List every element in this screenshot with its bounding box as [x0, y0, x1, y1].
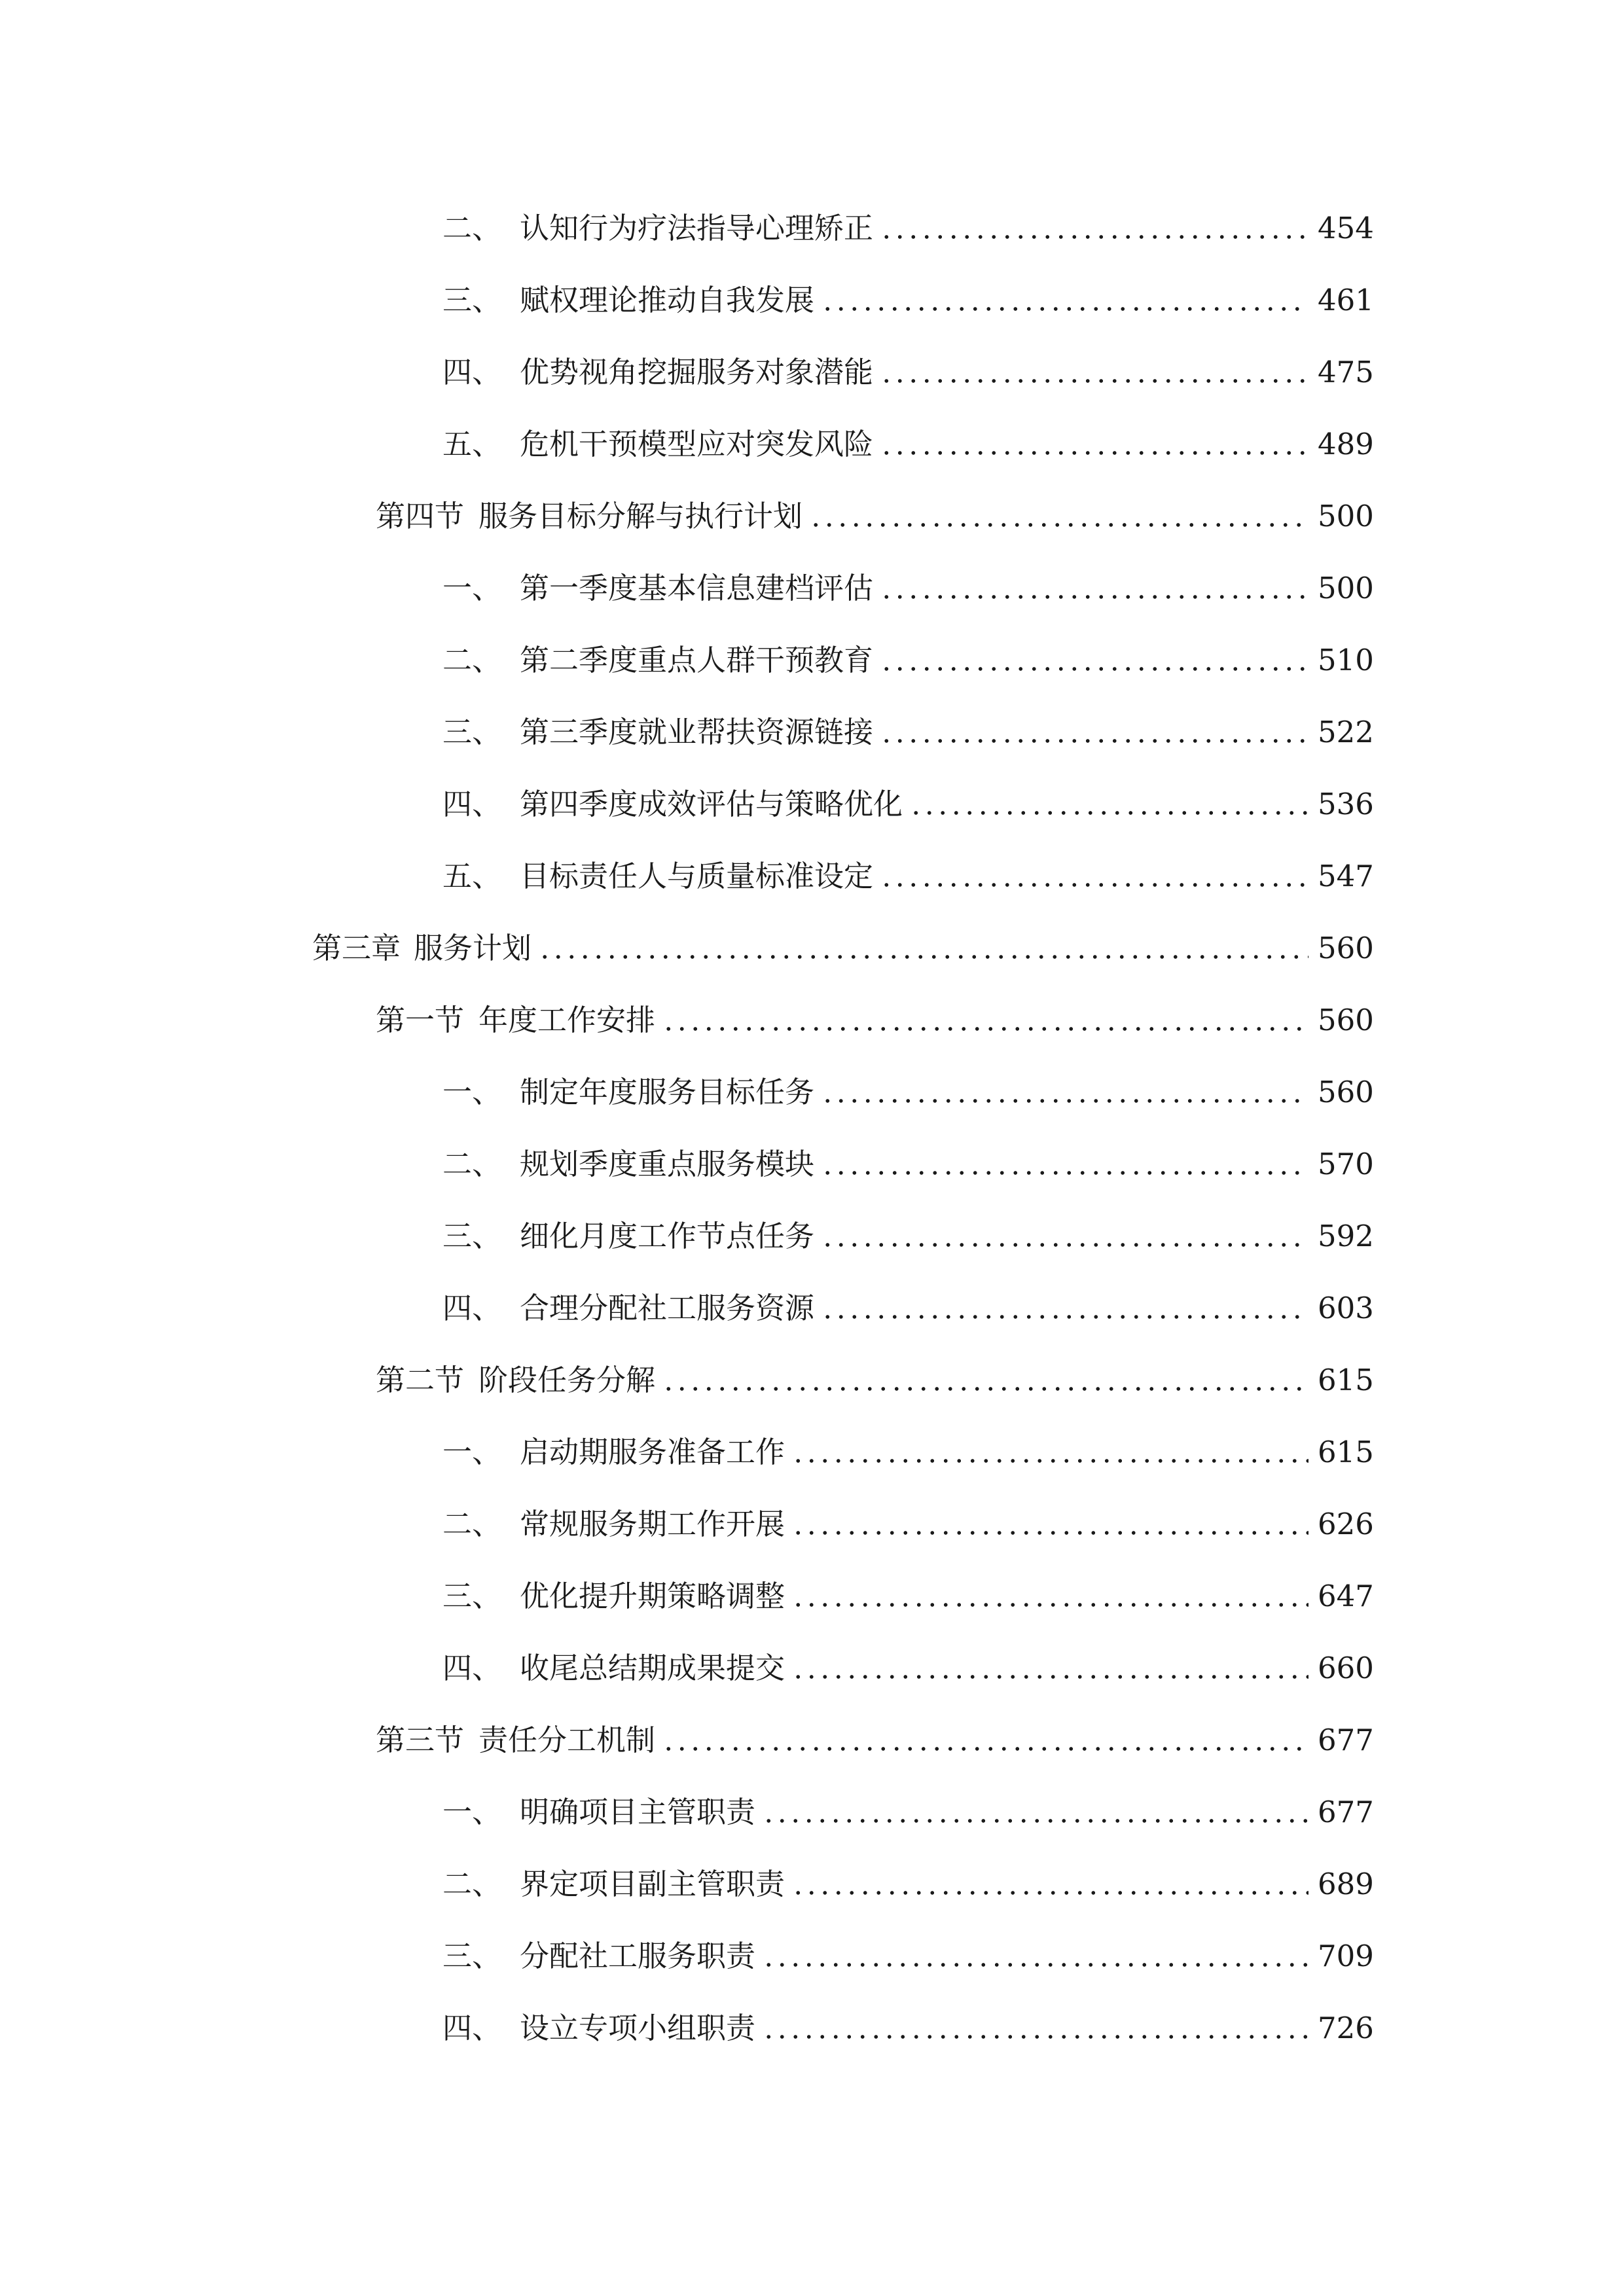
- toc-entry-title: 启动期服务准备工作: [520, 1434, 785, 1469]
- toc-entry-title: 第一季度基本信息建档评估: [520, 570, 874, 605]
- toc-entry[interactable]: [0, 912, 1624, 984]
- toc-entry-title: 设立专项小组职责: [520, 2010, 756, 2045]
- toc-entry-title: 明确项目主管职责: [520, 1794, 756, 1829]
- dot-leader: [880, 450, 1308, 456]
- toc-entry-title: 细化月度工作节点任务: [520, 1218, 815, 1253]
- dot-leader: [662, 1746, 1308, 1751]
- toc-entry-title: 赋权理论推动自我发展: [520, 282, 815, 317]
- toc-entry-page: 461: [1318, 282, 1374, 317]
- toc-entry-page: 592: [1318, 1218, 1374, 1253]
- dot-leader: [662, 1026, 1308, 1031]
- toc-entry-number: 五、: [442, 426, 502, 461]
- toc-entry-number: 二、: [442, 210, 502, 245]
- toc-entry[interactable]: [0, 480, 1624, 552]
- toc-entry[interactable]: [0, 984, 1624, 1056]
- toc-entry-number: 四、: [442, 786, 502, 821]
- toc-entry-number: 二、: [442, 1506, 502, 1541]
- dot-leader: [880, 882, 1308, 888]
- toc-entry-number: 三、: [442, 1938, 502, 1973]
- dot-leader: [821, 306, 1308, 312]
- toc-entry[interactable]: [0, 1488, 1624, 1560]
- toc-entry[interactable]: [0, 1416, 1624, 1488]
- toc-entry-page: 647: [1318, 1578, 1374, 1613]
- toc-entry-page: 560: [1318, 1002, 1374, 1037]
- toc-entry-number: 五、: [442, 858, 502, 893]
- toc-entry-number: 一、: [442, 1794, 502, 1829]
- toc-entry-number: 第四节: [376, 498, 465, 533]
- dot-leader: [762, 1818, 1308, 1823]
- dot-leader: [791, 1458, 1308, 1463]
- toc-entry-page: 726: [1318, 2010, 1374, 2045]
- toc-entry-title: 责任分工机制: [478, 1722, 656, 1757]
- dot-leader: [880, 378, 1308, 384]
- dot-leader: [809, 522, 1308, 528]
- toc-entry-number: 三、: [442, 714, 502, 749]
- dot-leader: [880, 594, 1308, 600]
- toc-entry[interactable]: [0, 1200, 1624, 1272]
- toc-entry-page: 500: [1318, 498, 1374, 533]
- dot-leader: [821, 1170, 1308, 1175]
- dot-leader: [762, 2034, 1308, 2039]
- toc-entry-number: 三、: [442, 1218, 502, 1253]
- toc-entry-title: 目标责任人与质量标准设定: [520, 858, 874, 893]
- toc-entry-page: 615: [1318, 1434, 1374, 1469]
- toc-entry-page: 689: [1318, 1866, 1374, 1901]
- toc-entry-page: 536: [1318, 786, 1374, 821]
- dot-leader: [880, 234, 1308, 240]
- toc-entry-number: 一、: [442, 1074, 502, 1109]
- toc-entry-title: 常规服务期工作开展: [520, 1506, 785, 1541]
- toc-entry-number: 二、: [442, 642, 502, 677]
- dot-leader: [821, 1242, 1308, 1247]
- toc-entry-title: 第三季度就业帮扶资源链接: [520, 714, 874, 749]
- toc-entry-page: 560: [1318, 1074, 1374, 1109]
- toc-entry-title: 阶段任务分解: [478, 1362, 656, 1397]
- toc-entry-page: 510: [1318, 642, 1374, 677]
- dot-leader: [791, 1602, 1308, 1607]
- toc-entry-number: 四、: [442, 2010, 502, 2045]
- toc-entry-page: 560: [1318, 930, 1374, 965]
- toc-entry[interactable]: [0, 624, 1624, 696]
- dot-leader: [762, 1962, 1308, 1967]
- toc-entry[interactable]: [0, 1056, 1624, 1128]
- dot-leader: [662, 1386, 1308, 1391]
- toc-entry[interactable]: [0, 1632, 1624, 1704]
- toc-entry-page: 677: [1318, 1722, 1374, 1757]
- toc-entry-page: 709: [1318, 1938, 1374, 1973]
- toc-entry-title: 第四季度成效评估与策略优化: [520, 786, 903, 821]
- toc-entry-title: 规划季度重点服务模块: [520, 1146, 815, 1181]
- toc-entry-page: 603: [1318, 1290, 1374, 1325]
- toc-entry-page: 547: [1318, 858, 1374, 893]
- toc-entry-number: 二、: [442, 1146, 502, 1181]
- toc-entry[interactable]: [0, 264, 1624, 336]
- dot-leader: [538, 954, 1308, 960]
- toc-entry[interactable]: [0, 1344, 1624, 1416]
- toc-entry-title: 收尾总结期成果提交: [520, 1650, 785, 1685]
- toc-entry-page: 660: [1318, 1650, 1374, 1685]
- toc-entry[interactable]: [0, 1848, 1624, 1920]
- toc-entry-title: 制定年度服务目标任务: [520, 1074, 815, 1109]
- table-of-contents: [0, 192, 1624, 2064]
- toc-entry[interactable]: [0, 1704, 1624, 1776]
- toc-entry-page: 570: [1318, 1146, 1374, 1181]
- toc-entry-title: 界定项目副主管职责: [520, 1866, 785, 1901]
- toc-entry-page: 677: [1318, 1794, 1374, 1829]
- toc-entry[interactable]: [0, 1128, 1624, 1200]
- dot-leader: [791, 1890, 1308, 1895]
- toc-entry-title: 优化提升期策略调整: [520, 1578, 785, 1613]
- toc-entry-number: 第三节: [376, 1722, 465, 1757]
- toc-entry[interactable]: [0, 192, 1624, 264]
- toc-entry-title: 认知行为疗法指导心理矫正: [520, 210, 874, 245]
- toc-entry-title: 危机干预模型应对突发风险: [520, 426, 874, 461]
- toc-entry-title: 分配社工服务职责: [520, 1938, 756, 1973]
- toc-entry-number: 第三章: [312, 930, 401, 965]
- toc-entry-number: 第二节: [376, 1362, 465, 1397]
- dot-leader: [880, 666, 1308, 672]
- toc-entry[interactable]: [0, 408, 1624, 480]
- toc-entry-title: 优势视角挖掘服务对象潜能: [520, 354, 874, 389]
- toc-entry-page: 626: [1318, 1506, 1374, 1541]
- toc-entry-number: 四、: [442, 1290, 502, 1325]
- toc-entry-number: 三、: [442, 282, 502, 317]
- toc-entry-page: 475: [1318, 354, 1374, 389]
- dot-leader: [791, 1530, 1308, 1535]
- toc-entry-page: 454: [1318, 210, 1374, 245]
- toc-entry[interactable]: [0, 840, 1624, 912]
- toc-entry[interactable]: [0, 768, 1624, 840]
- toc-entry[interactable]: [0, 1776, 1624, 1848]
- toc-entry[interactable]: [0, 1992, 1624, 2064]
- toc-entry-title: 服务计划: [414, 930, 532, 965]
- toc-entry-number: 二、: [442, 1866, 502, 1901]
- toc-entry-number: 三、: [442, 1578, 502, 1613]
- toc-entry-number: 一、: [442, 570, 502, 605]
- toc-entry[interactable]: [0, 1272, 1624, 1344]
- dot-leader: [821, 1314, 1308, 1319]
- toc-entry-number: 第一节: [376, 1002, 465, 1037]
- toc-entry[interactable]: [0, 336, 1624, 408]
- toc-entry-page: 615: [1318, 1362, 1374, 1397]
- toc-entry[interactable]: [0, 552, 1624, 624]
- toc-entry-number: 四、: [442, 1650, 502, 1685]
- toc-entry-title: 第二季度重点人群干预教育: [520, 642, 874, 677]
- dot-leader: [791, 1674, 1308, 1679]
- dot-leader: [909, 810, 1308, 816]
- toc-entry[interactable]: [0, 1920, 1624, 1992]
- toc-entry-title: 年度工作安排: [478, 1002, 656, 1037]
- toc-entry-page: 489: [1318, 426, 1374, 461]
- toc-entry-page: 522: [1318, 714, 1374, 749]
- toc-entry-number: 四、: [442, 354, 502, 389]
- dot-leader: [880, 738, 1308, 744]
- toc-entry[interactable]: [0, 696, 1624, 768]
- toc-entry-number: 一、: [442, 1434, 502, 1469]
- toc-entry-page: 500: [1318, 570, 1374, 605]
- toc-entry-title: 合理分配社工服务资源: [520, 1290, 815, 1325]
- toc-entry[interactable]: [0, 1560, 1624, 1632]
- toc-entry-title: 服务目标分解与执行计划: [478, 498, 803, 533]
- dot-leader: [821, 1098, 1308, 1103]
